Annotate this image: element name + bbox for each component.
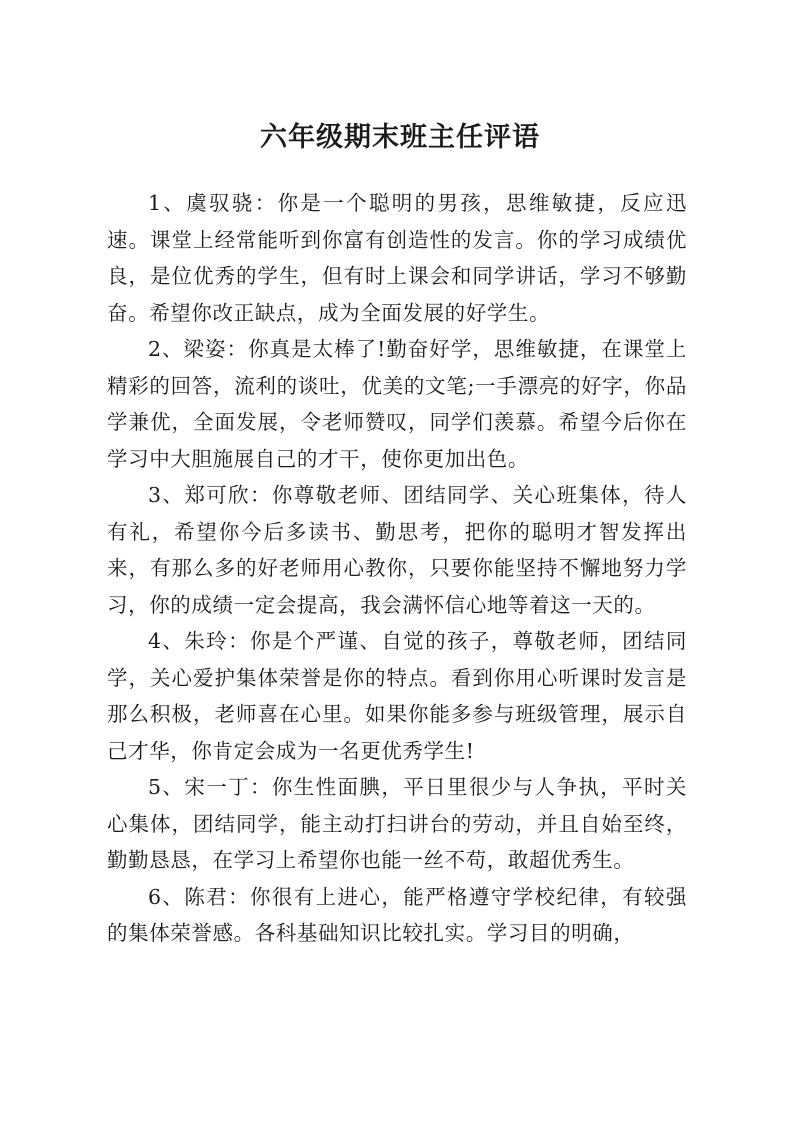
comment-paragraph-3: 3、郑可欣：你尊敬老师、团结同学、关心班集体，待人有礼，希望你今后多读书、勤思考，把你的聪明才智发挥出来，有那么多的好老师用心教你，只要你能坚持不懈地努力学习，你的成绩一定会提高，我会满怀信心地等着这一天的。 bbox=[107, 483, 687, 617]
comment-paragraph-6: 6、陈君：你很有上进心，能严格遵守学校纪律，有较强的集体荣誉感。各科基础知识比较扎实。学习目的明确， bbox=[107, 884, 687, 945]
document-body bbox=[107, 185, 687, 952]
comment-paragraph-4: 4、朱玲：你是个严谨、自觉的孩子，尊敬老师，团结同学，关心爱护集体荣誉是你的特点。看到你用心听课时发言是那么积极，老师喜在心里。如果你能多参与班级管理，展示自己才华，你肯定会成为一名更优秀学生! bbox=[107, 629, 687, 763]
document-title: 六年级期末班主任评语 bbox=[260, 122, 540, 154]
comment-paragraph-1: 1、虞驭骁：你是一个聪明的男孩，思维敏捷，反应迅速。课堂上经常能听到你富有创造性的发言。你的学习成绩优良，是位优秀的学生，但有时上课会和同学讲话，学习不够勤奋。希望你改正缺点，成为全面发展的好学生。 bbox=[107, 191, 687, 325]
comment-paragraph-2: 2、梁姿：你真是太棒了!勤奋好学，思维敏捷，在课堂上精彩的回答，流利的谈吐，优美的文笔;一手漂亮的好字，你品学兼优，全面发展，令老师赞叹，同学们羡慕。希望今后你在学习中大胆施展自己的才干，使你更加出色。 bbox=[107, 337, 687, 471]
comment-paragraph-5: 5、宋一丁：你生性面腆，平日里很少与人争执，平时关心集体，团结同学，能主动打扫讲台的劳动，并且自始至终，勤勤恳恳，在学习上希望你也能一丝不苟，敢超优秀生。 bbox=[107, 775, 687, 872]
